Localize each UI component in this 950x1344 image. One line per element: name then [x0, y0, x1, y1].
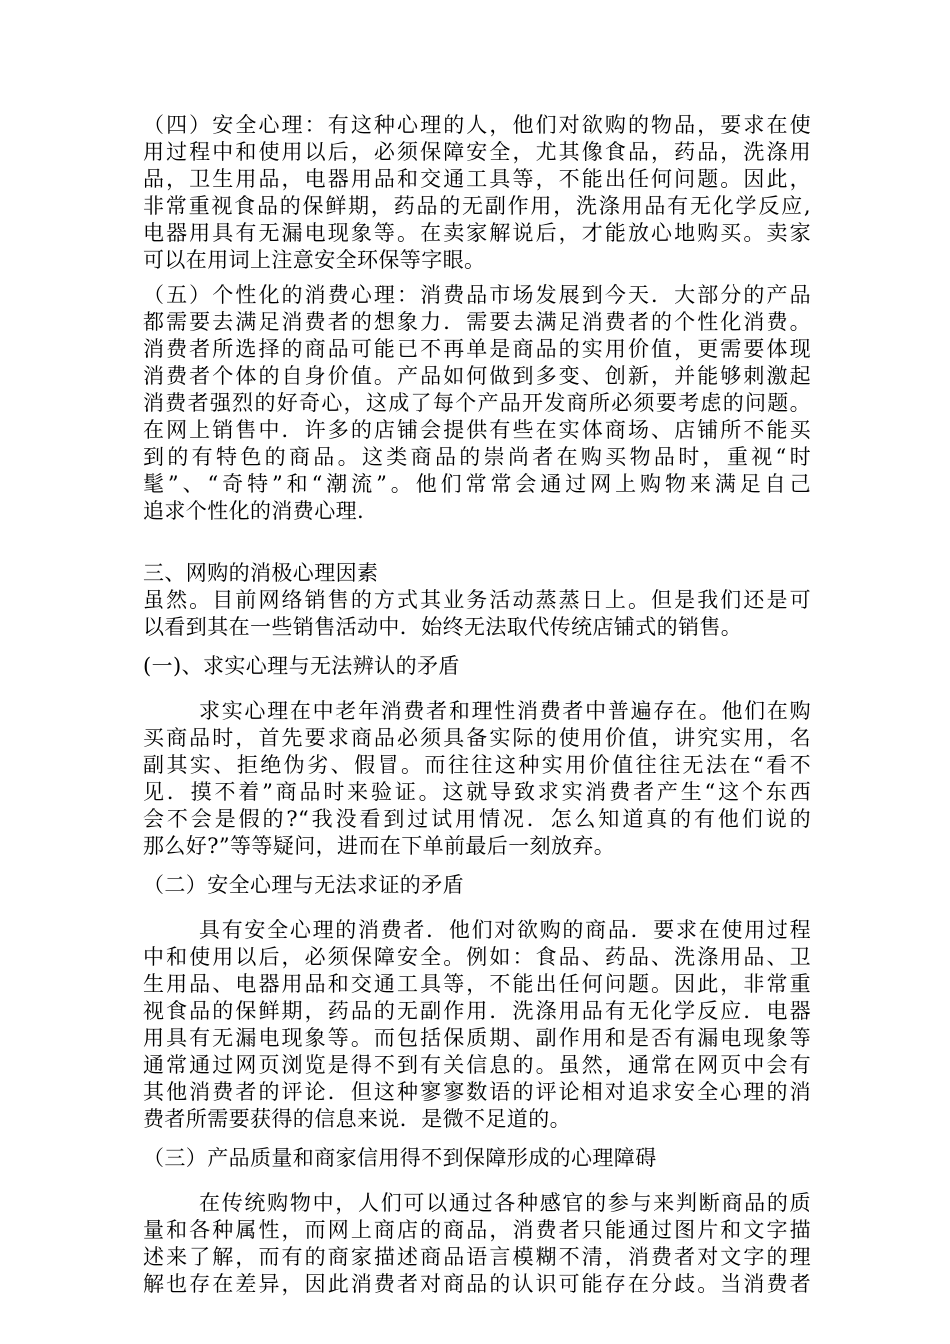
text-line: 电器用具有无漏电现象等。在卖家解说后，才能放心地购买。卖家	[143, 221, 811, 245]
text-line: 通常通过网页浏览是得不到有关信息的。虽然，通常在网页中会有	[143, 1053, 811, 1077]
subsection-realistic-psychology	[143, 653, 811, 860]
text-line: 求实心理在中老年消费者和理性消费者中普遍存在。他们在购	[199, 699, 811, 723]
text-line: 用过程中和使用以后，必须保障安全，尤其像食品，药品，洗涤用	[143, 140, 811, 164]
text-line: 到的有特色的商品。这类商品的崇尚者在购买物品时，重视“时	[143, 445, 811, 469]
text-line: 买商品时，首先要求商品必须具备实际的使用价值，讲究实用，名	[143, 726, 811, 750]
document-page	[143, 112, 811, 1298]
text-line: 述来了解，而有的商家描述商品语言模糊不清，消费者对文字的理	[143, 1245, 811, 1269]
text-line: 虽然。目前网络销售的方式其业务活动蒸蒸日上。但是我们还是可	[143, 588, 811, 612]
subsection-safety-contradiction	[143, 872, 811, 1133]
text-line: 用具有无漏电现象等。而包括保质期、副作用和是否有漏电现象等	[143, 1026, 811, 1050]
text-line: 非常重视食品的保鲜期，药品的无副作用，洗涤用品有无化学反应,	[143, 194, 811, 218]
subsection-heading: （二）安全心理与无法求证的矛盾	[143, 873, 464, 897]
subsection-heading: （三）产品质量和商家信用得不到保障形成的心理障碍	[143, 1146, 657, 1170]
text-line: 具有安全心理的消费者．他们对欲购的商品．要求在使用过程	[199, 918, 811, 942]
text-line: 髦”、“奇特”和“潮流”。他们常常会通过网上购物来满足自己	[143, 472, 811, 496]
text-line: 消费者所选择的商品可能已不再单是商品的实用价值，更需要体现	[143, 337, 811, 361]
text-line: 量和各种属性，而网上商店的商品，消费者只能通过图片和文字描	[143, 1218, 811, 1242]
text-line: 见．摸不着”商品时来验证。这就导致求实消费者产生“这个东西	[143, 780, 811, 804]
text-line: 消费者强烈的好奇心，这成了每个产品开发商所必须要考虑的问题。	[143, 391, 811, 415]
text-line: 费者所需要获得的信息来说．是微不足道的。	[143, 1107, 571, 1131]
text-line: 都需要去满足消费者的想象力．需要去满足消费者的个性化消费。	[143, 310, 811, 334]
text-line: 以看到其在一些销售活动中．始终无法取代传统店铺式的销售。	[143, 615, 743, 639]
section-heading: 三、网购的消极心理因素	[143, 561, 379, 585]
paragraph-personalized-psychology	[143, 282, 811, 525]
text-line: 视食品的保鲜期，药品的无副作用．洗涤用品有无化学反应．电器	[143, 999, 811, 1023]
paragraph-safety-psychology	[143, 112, 811, 274]
text-line: 消费者个体的自身价值。产品如何做到多变、创新，并能够刺激起	[143, 364, 811, 388]
subsection-quality-credit	[143, 1145, 811, 1298]
text-line: 解也存在差异，因此消费者对商品的认识可能存在分歧。当消费者	[143, 1272, 811, 1296]
text-line: 在网上销售中．许多的店铺会提供有些在实体商场、店铺所不能买	[143, 418, 811, 442]
text-line: （五）个性化的消费心理：消费品市场发展到今天．大部分的产品	[143, 283, 811, 307]
text-line: 生用品、电器用品和交通工具等，不能出任何问题。因此，非常重	[143, 972, 811, 996]
text-line: 其他消费者的评论．但这种寥寥数语的评论相对追求安全心理的消	[143, 1080, 811, 1104]
text-line: 可以在用词上注意安全环保等字眼。	[143, 248, 486, 272]
text-line: 会不会是假的?“我没看到过试用情况．怎么知道真的有他们说的	[143, 807, 811, 831]
subsection-heading: (一)、求实心理与无法辨认的矛盾	[143, 654, 460, 678]
text-line: 那么好?”等等疑问，进而在下单前最后一刻放弃。	[143, 834, 616, 858]
section-negative-factors	[143, 560, 811, 641]
text-line: （四）安全心理：有这种心理的人，他们对欲购的物品，要求在使	[143, 113, 811, 137]
text-line: 在传统购物中，人们可以通过各种感官的参与来判断商品的质	[199, 1191, 811, 1215]
text-line: 追求个性化的消费心理.	[143, 499, 365, 523]
text-line: 中和使用以后，必须保障安全。例如：食品、药品、洗涤用品、卫	[143, 945, 811, 969]
text-line: 品，卫生用品，电器用品和交通工具等，不能出任何问题。因此，	[143, 167, 811, 191]
text-line: 副其实、拒绝伪劣、假冒。而往往这种实用价值往往无法在“看不	[143, 753, 811, 777]
